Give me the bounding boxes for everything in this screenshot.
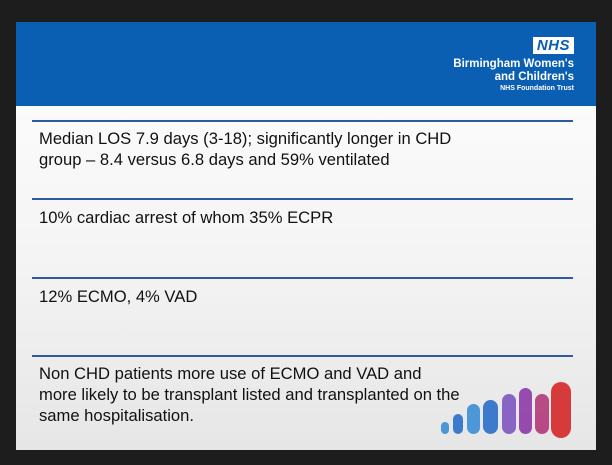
bullet-4-line-2: more likely to be transplant listed and transplanted on the	[39, 385, 460, 404]
nhs-logo: NHS	[533, 37, 574, 54]
presentation-slide	[16, 22, 596, 450]
bullet-4-line-1: Non CHD patients more use of ECMO and VAD and	[39, 364, 422, 383]
bullet-text-4	[39, 363, 460, 426]
bullet-1-line-2: group – 8.4 versus 6.8 days and 59% ventilated	[39, 150, 390, 169]
org-name-line-3: NHS Foundation Trust	[500, 85, 574, 92]
bullet-1-line-1: Median LOS 7.9 days (3-18); significantly longer in CHD	[39, 129, 452, 148]
bullet-4-line-3: same hospitalisation.	[39, 406, 194, 425]
org-name-line-2: and Children's	[494, 71, 574, 83]
bullet-2-line-1: 10% cardiac arrest of whom 35% ECPR	[39, 208, 334, 227]
org-name-line-1: Birmingham Women's	[453, 58, 574, 70]
bullet-3-line-1: 12% ECMO, 4% VAD	[39, 287, 198, 306]
